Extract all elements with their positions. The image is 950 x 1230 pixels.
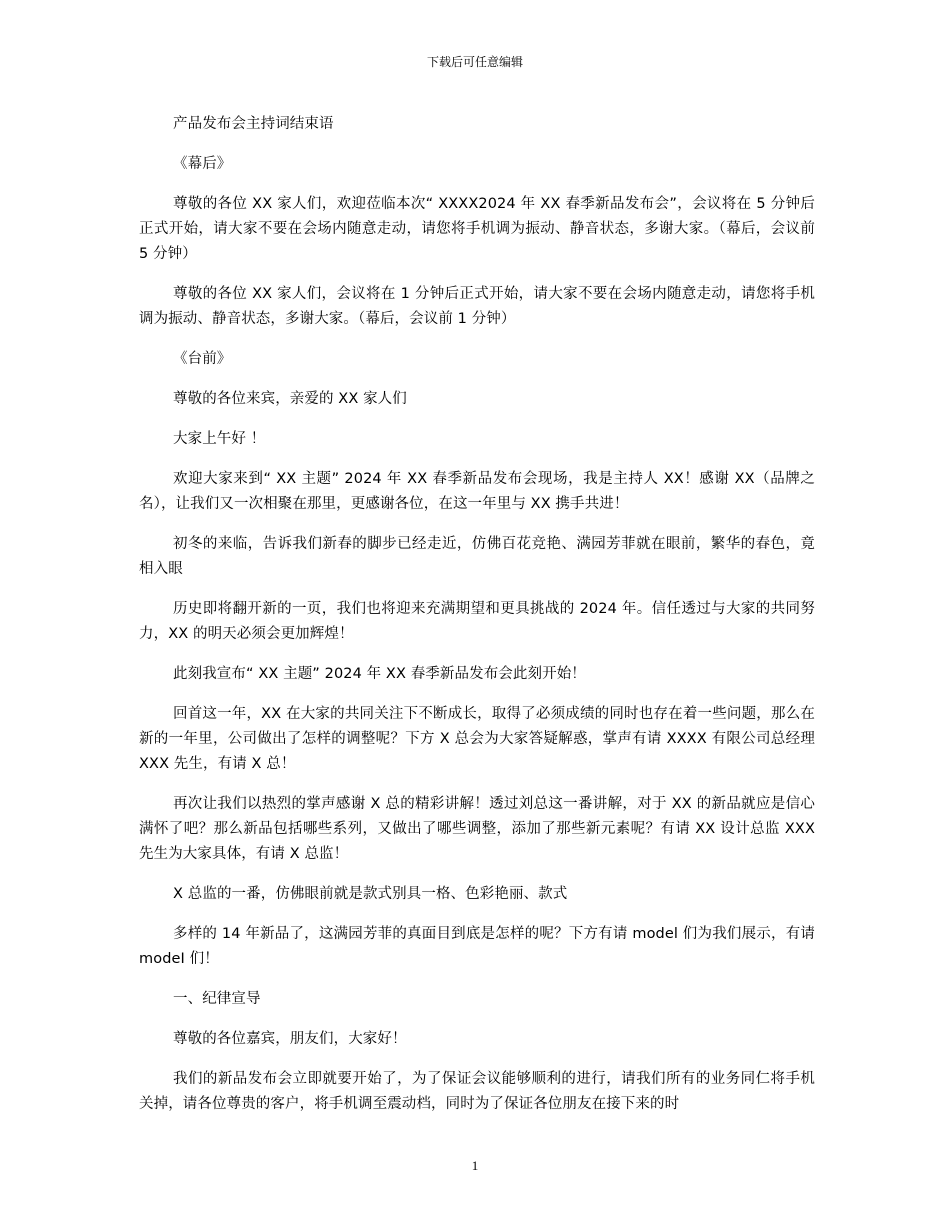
paragraph: 尊敬的各位嘉宾，朋友们，大家好！ <box>173 1031 407 1047</box>
paragraph: 尊敬的各位 XX 家人们，欢迎莅临本次“ XXXX2024 年 XX 春季新品发布会”，会议将在 5 分钟后正式开始，请大家不要在会场内随意走动，请您将手机调为振动、静音状态，多谢大家。（幕后，会议前 5 分钟） <box>139 196 815 262</box>
document-title: 产品发布会主持词结束语 <box>173 116 334 132</box>
paragraph: 此刻我宣布“ XX 主题” 2024 年 XX 春季新品发布会此刻开始！ <box>173 666 586 682</box>
paragraph: 尊敬的各位 XX 家人们，会议将在 1 分钟后正式开始，请大家不要在会场内随意走动，请您将手机调为振动、静音状态，多谢大家。（幕后，会议前 1 分钟） <box>139 286 815 327</box>
paragraph: 欢迎大家来到“ XX 主题” 2024 年 XX 春季新品发布会现场，我是主持人 XX！感谢 XX（品牌之名），让我们又一次相聚在那里，更感谢各位，在这一年里与 XX 携手共进！ <box>139 471 815 512</box>
document-body <box>139 112 815 1132</box>
section-heading-stage: 《台前》 <box>173 351 232 367</box>
page-header: 下载后可任意编辑 <box>426 55 523 69</box>
paragraph: 回首这一年，XX 在大家的共同关注下不断成长，取得了必须成绩的同时也存在着一些问题，那么在新的一年里，公司做出了怎样的调整呢？下方 X 总会为大家答疑解惑，掌声有请 XXXX 有限公司总经理 XXX 先生，有请 X 总！ <box>139 706 815 772</box>
paragraph: X 总监的一番，仿佛眼前就是款式别具一格、色彩艳丽、款式 <box>173 886 568 902</box>
paragraph: 大家上午好 ！ <box>173 431 266 447</box>
paragraph: 我们的新品发布会立即就要开始了，为了保证会议能够顺利的进行，请我们所有的业务同仁将手机关掉，请各位尊贵的客户，将手机调至震动档，同时为了保证各位朋友在接下来的时 <box>139 1071 815 1112</box>
paragraph: 初冬的来临，告诉我们新春的脚步已经走近，仿佛百花竞艳、满园芳菲就在眼前，繁华的春色，竟相入眼 <box>139 536 815 577</box>
paragraph: 历史即将翻开新的一页，我们也将迎来充满期望和更具挑战的 2024 年。信任透过与大家的共同努力，XX 的明天必须会更加辉煌！ <box>139 601 815 642</box>
section-heading-discipline: 一、纪律宣导 <box>173 991 261 1007</box>
page-number: 1 <box>471 1158 479 1173</box>
paragraph: 尊敬的各位来宾，亲爱的 XX 家人们 <box>173 391 407 407</box>
paragraph: 再次让我们以热烈的掌声感谢 X 总的精彩讲解！透过刘总这一番讲解，对于 XX 的新品就应是信心满怀了吧？那么新品包括哪些系列，又做出了哪些调整，添加了那些新元素呢？有请 XX 设计总监 XXX 先生为大家具体，有请 X 总监！ <box>139 796 815 862</box>
section-heading-backstage: 《幕后》 <box>173 156 232 172</box>
paragraph: 多样的 14 年新品了，这满园芳菲的真面目到底是怎样的呢？下方有请 model 们为我们展示，有请 modeI 们！ <box>139 926 815 967</box>
